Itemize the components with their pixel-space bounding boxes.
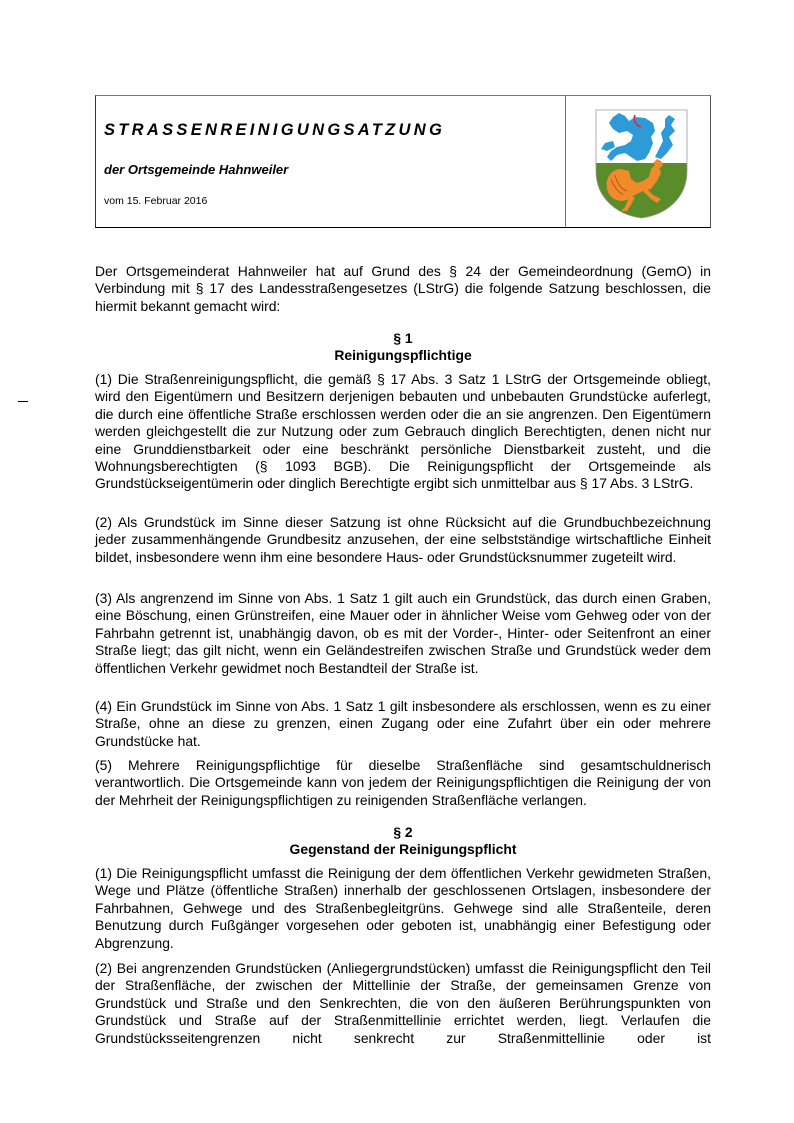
document-title: STRASSENREINIGUNGSATZUNG — [104, 121, 446, 139]
coat-of-arms-icon — [595, 109, 688, 219]
section-1-paragraph-4: (4) Ein Grundstück im Sinne von Abs. 1 Satz 1 gilt insbesondere als erschlossen, wenn es zu einer Straße, ohne an diese zu grenzen, einen Zugang oder eine Zufahrt über ein oder mehrere Grundstücke hat. — [95, 698, 711, 749]
section-1-title: Reinigungspflichtige — [334, 347, 472, 364]
section-1-paragraph-5: (5) Mehrere Reinigungspflichtige für dieselbe Straßenfläche sind gesamtschuldnerisch verantwortlich. Die Ortsgemeinde kann von jedem der Reinigungspflichtigen die Reinigung der von der Mehrheit der Reinigungspflichtigen zu reinigenden Straßenfläche verlangen. — [95, 757, 711, 808]
header-divider — [565, 96, 566, 227]
document-date: vom 15. Februar 2016 — [104, 195, 208, 207]
preamble — [95, 263, 711, 315]
document-header-box — [95, 95, 711, 228]
document-subtitle: der Ortsgemeinde Hahnweiler — [104, 162, 289, 177]
section-1-paragraph-1: (1) Die Straßenreinigungspflicht, die gemäß § 17 Abs. 3 Satz 1 LStrG der Ortsgemeinde obliegt, wird den Eigentümern und Besitzern derjenigen bebauten und unbebauten Grundstücke auferlegt, die durch eine öffentliche Straße erschlossen werden oder die an sie angrenzen. Den Eigentümern werden gleichgestellt die zur Nutzung oder zum Gebrauch dinglich Berechtigten, denen nicht nur eine Grunddienstbarkeit oder eine beschränkt persönliche Dienstbarkeit zusteht, und die Wohnungsberechtigten (§ 1093 BGB). Die Reinigungspflicht der Ortsgemeinde als Grundstückseigentümerin oder dinglich Berechtigte ergibt sich unmittelbar aus § 17 Abs. 3 LStrG. — [95, 371, 711, 492]
section-2-paragraph-1: (1) Die Reinigungspflicht umfasst die Reinigung der dem öffentlichen Verkehr gewidmeten Straßen, Wege und Plätze (öffentliche Straßen) innerhalb der geschlossenen Ortslagen, insbesondere der Fahrbahnen, Gehwege und des Straßenbegleitgrüns. Gehwege sind alle Straßenteile, deren Benutzung durch Fußgänger vorgesehen oder geboten ist, unabhängig einer Befestigung oder Abgrenzung. — [95, 865, 711, 951]
section-2-title: Gegenstand der Reinigungspflicht — [289, 841, 517, 858]
section-2-number: § 2 — [393, 824, 413, 840]
section-1-paragraph-2: (2) Als Grundstück im Sinne dieser Satzung ist ohne Rücksicht auf die Grundbuchbezeichnung jeder zusammenhängende Grundbesitz anzusehen, der eine selbstständige wirtschaftliche Einheit bildet, insbesondere wenn ihm eine besondere Haus- oder Grundstücksnummer zugeteilt wird. — [95, 514, 711, 565]
section-1-heading — [95, 330, 711, 365]
preamble-text: Der Ortsgemeinderat Hahnweiler hat auf Grund des § 24 der Gemeindeordnung (GemO) in Verbindung mit § 17 des Landesstraßengesetzes (LStrG) die folgende Satzung beschlossen, die hiermit bekannt gemacht wird: — [95, 263, 711, 314]
section-2-heading — [95, 824, 711, 859]
margin-mark — [18, 401, 28, 402]
section-1-paragraph-3: (3) Als angrenzend im Sinne von Abs. 1 Satz 1 gilt auch ein Grundstück, das durch einen Graben, eine Böschung, einen Grünstreifen, eine Mauer oder in ähnlicher Weise vom Gehweg oder von der Fahrbahn getrennt ist, unabhängig davon, ob es mit der Vorder-, Hinter- oder Seitenfront an einer Straße liegt; das gilt nicht, wenn ein Geländestreifen zwischen Straße und Grundstück weder dem öffentlichen Verkehr gewidmet noch Bestandteil der Straße ist. — [95, 590, 711, 676]
section-2-paragraph-2: (2) Bei angrenzenden Grundstücken (Anliegergrundstücken) umfasst die Reinigungspflicht den Teil der Straßenfläche, der zwischen der Mittellinie der Straße, der gemeinsamen Grenze von Grundstück und Straße und den Senkrechten, die von den äußeren Berührungspunkten von Grundstück und Straße auf der Straßenmittellinie errichtet werden, liegt. Verlaufen die Grundstücksseitengrenzen nicht senkrecht zur Straßenmittellinie oder ist — [95, 960, 711, 1046]
section-1-number: § 1 — [393, 330, 413, 346]
